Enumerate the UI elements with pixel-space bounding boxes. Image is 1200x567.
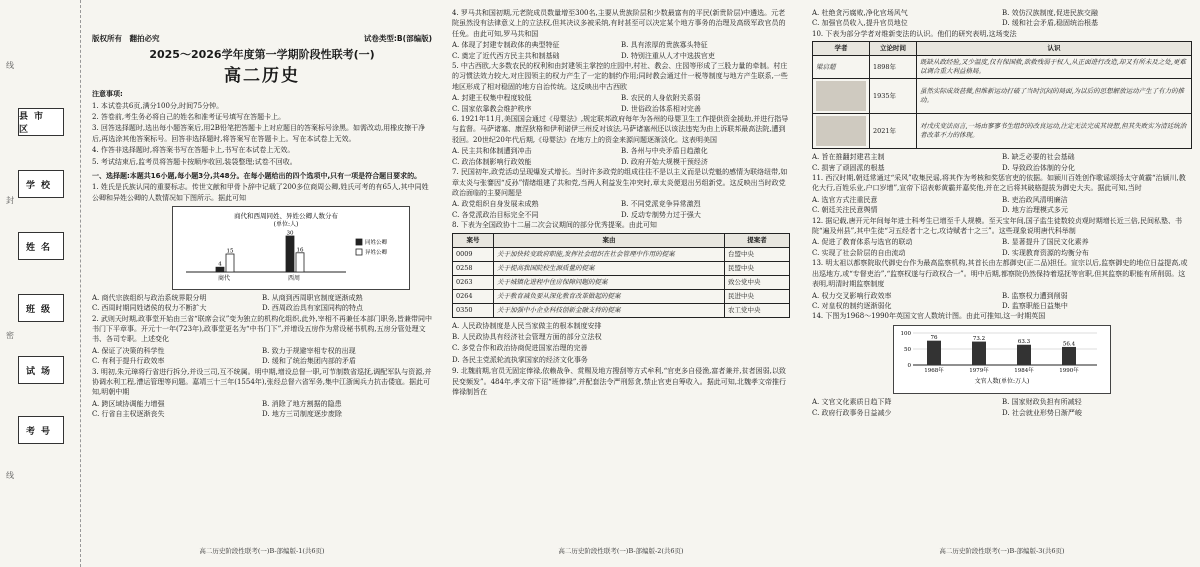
option[interactable]: A. 保证了决策的科学性 <box>92 346 165 355</box>
option[interactable]: B. 效仿汉族制度,促进民族交融 <box>1002 9 1098 17</box>
page-header <box>92 34 432 44</box>
table-cell: 台盟中央 <box>725 247 790 261</box>
bar-同姓公卿 <box>216 267 224 272</box>
option[interactable]: D. 缓和了统治集团内部的矛盾 <box>262 357 356 366</box>
x-tick-label: 1990年 <box>1059 367 1079 374</box>
option[interactable]: D. 监察职能日益集中 <box>1002 301 1068 310</box>
option[interactable]: C. 政府行政事务日益减少 <box>812 408 892 417</box>
table-header: 案号 <box>453 233 494 247</box>
subject-title: 高二历史 <box>224 65 300 86</box>
option[interactable]: C. 损害了顽固派的根基 <box>812 163 885 172</box>
table-cell: 关于城镇化进程中住房保障问题的提案 <box>494 275 725 289</box>
option[interactable]: D. 世俗政治体系相对完善 <box>621 104 701 113</box>
binding-margin <box>0 0 81 567</box>
option[interactable]: C. 有利于提升行政效率 <box>92 357 165 366</box>
table-cell <box>813 79 870 114</box>
option[interactable]: D. 导致政治体制的分化 <box>1002 163 1075 172</box>
option[interactable]: B. 监察权力遭到削弱 <box>1002 291 1068 300</box>
option[interactable]: D. 西周政治具有家国同构的特点 <box>262 304 363 313</box>
proposal-table <box>452 233 790 318</box>
data-label: 73.2 <box>972 335 986 342</box>
question-stem: 8. 下表为全国政协十二届二次会议期间的部分优秀提案。由此可知 <box>452 221 657 230</box>
question-stem: 2. 武则天时期,政事堂开始由三省“联席会议”变为独立的机构化组织,此外,宰相不再兼任本部门职务,皆兼带同中书门下平章事。开元十一年(723年),政事堂更名为“中书门下”,并增设五房作为常设秘书机构,五房分管处理文书、各司专职。上述变化 <box>92 314 432 344</box>
table-row <box>813 114 1192 149</box>
table-cell: 农工党中央 <box>725 303 790 317</box>
option[interactable]: C. 实现了社会阶层的自由流动 <box>812 248 906 257</box>
table-row <box>453 261 790 275</box>
table-cell: 2021年 <box>870 114 917 149</box>
table-cell: 0258 <box>453 261 494 275</box>
bar-同姓公卿 <box>286 236 294 272</box>
x-tick-label: 1984年 <box>1014 367 1034 374</box>
option[interactable]: D. 地方三司制度逐步废除 <box>262 410 342 419</box>
y-tick-label: 0 <box>907 362 911 369</box>
scholar-table <box>812 41 1192 149</box>
option[interactable]: D. 政府开始大规模干预经济 <box>621 157 708 166</box>
page-1 <box>92 8 432 560</box>
option[interactable]: C. 行省自主权逐渐丧失 <box>92 410 165 419</box>
page-footer: 高二历史阶段性联考(一)B-部编版-1(共6页) <box>199 546 325 555</box>
option[interactable]: C. 朝廷关注民意舆情 <box>812 206 878 215</box>
table-cell: 0350 <box>453 303 494 317</box>
table-row <box>453 303 790 317</box>
field-exam-number[interactable]: 考号 <box>18 416 64 444</box>
legend-label: 异姓公卿 <box>365 250 388 257</box>
table-row <box>453 275 790 289</box>
option[interactable]: A. 杜绝贪污腐败,净化官场风气 <box>812 9 908 17</box>
option[interactable]: D. 反动专制势力过于强大 <box>621 210 701 219</box>
option[interactable]: A. 体现了封建专制政体的典型特征 <box>452 41 560 50</box>
table-cell: 既缺从政经验,又少温度,仅有保国救,欲救残弱于权人,从正面进行改造,却又有所未及之处,更难以调合重大利益格局。 <box>917 56 1192 79</box>
cut-mark: 封 <box>6 196 14 205</box>
option[interactable]: B. 农民的人身依附关系弱 <box>621 94 701 103</box>
question-stem: 4. 罗马共和国初期,元老院成员数量增至300名,主要从贵族阶层和少数最富有的平民(新贵阶层)中遴选。元老院虽然没有法律意义上的立法权,但其决议多被采纳,有时甚至可以决定某个地方事务的治理及高级军政官员的任免。由此可知,罗马共和国 <box>452 9 786 38</box>
option[interactable]: B. 吏治政风清明廉洁 <box>1002 195 1068 204</box>
y-tick-label: 50 <box>904 346 911 353</box>
option[interactable]: D. 社会就业形势日渐严峻 <box>1002 408 1082 417</box>
scholar-photo <box>816 116 866 146</box>
option[interactable]: C. 多党合作和政治协商促进国家治理的完善 <box>452 344 588 353</box>
option[interactable]: D. 实现教育资源的均衡分布 <box>1002 248 1089 257</box>
option[interactable]: B. 消除了地方割据的隐患 <box>262 399 342 408</box>
table-cell: 致公党中央 <box>725 275 790 289</box>
data-label: 4 <box>218 261 222 268</box>
table-header: 立论时间 <box>870 42 917 56</box>
table-row <box>813 56 1192 79</box>
section-title: 一、选择题:本题共16小题,每小题3分,共48分。在每小题给出的四个选项中,只有一项是符合题目要求的。 <box>92 172 422 181</box>
table-cell <box>813 114 870 149</box>
table-cell: 1898年 <box>870 56 917 79</box>
question-stem: 12. 据记载,唐开元年间每年进士科考生已增至千人规模。至天宝年间,国子监生徒数较贞观时期增长近三倍,民间私塾、书院“遍及州县”,其中生徒“习五经者十之七,攻诗赋者十之三”。这些现象说明唐代科举制 <box>812 216 1183 236</box>
field-room[interactable]: 试场 <box>18 356 64 384</box>
table-cell: 关于加强中小企业科技创新金融支持的提案 <box>494 303 725 317</box>
note-item: 2. 答卷前,考生务必将自己的姓名和准考证号填写在答题卡上。 <box>92 113 286 122</box>
option[interactable]: A. 人民政协制度是人民当家做主的根本制度安排 <box>452 321 602 330</box>
page-footer: 高二历史阶段性联考(一)B-部编版-2(共6页) <box>558 546 684 555</box>
bar <box>1017 344 1031 364</box>
cut-mark: 线 <box>6 61 14 70</box>
exam-title: 2025～2026学年度第一学期阶段性联考(一) <box>149 48 375 62</box>
question-stem: 11. 西汉时期,朝廷常通过“采风”收集民谣,将其作为考核和奖惩官吏的依据。如颍川百姓创作歌谣颂扬太守黄霸“治颍川,教化大行,百姓乐业,户口岁增”,宣帝下诏表彰黄霸并嘉奖他,并在之后将其破格提拔为御史大夫。据此可知,当时 <box>812 174 1186 193</box>
table-cell: 关于提高我国院校生源质量的提案 <box>494 261 725 275</box>
note-item: 4. 作答非选择题时,将答案书写在答题卡上,书写在本试卷上无效。 <box>92 146 295 155</box>
chart-2 <box>893 325 1111 394</box>
option[interactable]: B. 从商到西周职官制度逐渐成熟 <box>262 293 363 302</box>
option[interactable]: C. 加强官员收入,提升官员地位 <box>812 19 908 28</box>
table-cell: 虽然实际成效甚微,但维新运动打破了当时沉闷的局面,为以后的思想解放运动产生了有力的推动。 <box>917 79 1192 114</box>
option[interactable]: B. 各州与中央矛盾日趋激化 <box>621 147 708 156</box>
question-stem: 14. 下图为1968～1990年英国文官人数统计图。由此可推知,这一时期英国 <box>812 312 1046 321</box>
question-stem: 7. 民国初年,政党活动呈现爆发式增长。当时许多政党的组成往往不是以主义而是以党魁的感情为联络纽带,如章太炎与张謇因“反孙”情绪组建了共和党,当两人利益发生冲突时,章太炎便退出另组新党。这反映出当时政党政治面临的主要问题是 <box>452 168 788 197</box>
option[interactable]: A. 跨区域协调能力增强 <box>92 399 165 408</box>
data-label: 30 <box>286 230 294 237</box>
copyright: 版权所有 翻拍必究 <box>92 34 160 43</box>
x-tick-label: 1968年 <box>924 367 944 374</box>
option[interactable]: B. 致力于规避宰相专权的出现 <box>262 346 356 355</box>
table-cell: 民进中央 <box>725 289 790 303</box>
chart-1 <box>172 206 410 289</box>
question-stem: 13. 明太祖以都察院取代御史台作为最高监察机构,其首长由左都御史(正二品)担任。宣宗以后,监察御史的地位日益提高,或出巡地方,或“专督吏治”,“监察权遂与行政权合一”。明中后期,都察院仍然保持着巡抚等官职,但其监察的职能有所削弱。这表明,明清时期监察制度 <box>812 259 1188 289</box>
option[interactable]: A. 封建王权集中程度较低 <box>452 94 532 103</box>
question-stem: 10. 下表为部分学者对维新变法的认识。他们的研究表明,这场变法 <box>812 29 1017 38</box>
legend-swatch <box>356 249 362 255</box>
option[interactable]: A. 文官文化素质日趋下降 <box>812 398 892 407</box>
table-cell: 梁启超 <box>813 56 870 79</box>
option[interactable]: D. 特别注重从人才中选拔官吏 <box>621 51 715 60</box>
bar <box>927 340 941 364</box>
option[interactable]: A. 促进了教育体系与选官的联动 <box>812 238 913 247</box>
bar-异姓公卿 <box>296 253 304 272</box>
option[interactable]: D. 地方治理模式多元 <box>1002 206 1068 215</box>
notes-title: 注意事项: <box>92 90 123 99</box>
field-county[interactable]: 县市区 <box>18 108 64 136</box>
bar-异姓公卿 <box>226 254 234 272</box>
option[interactable]: B. 缺乏必要的社会基础 <box>1002 153 1075 162</box>
table-row <box>453 247 790 261</box>
option[interactable]: A. 权力交叉影响行政效率 <box>812 291 892 300</box>
field-school[interactable]: 学校 <box>18 170 64 198</box>
option[interactable]: C. 国家依靠教会维护秩序 <box>452 104 532 113</box>
cut-mark: 线 <box>6 471 14 480</box>
option[interactable]: B. 不同党派竞争异常激烈 <box>621 200 701 209</box>
question-stem: 1. 姓氏是氏族认同的重要标志。传世文献和甲骨卜辞中记载了200多位商周公卿,姓氏可考的有65人,其中同姓公卿和异姓公卿的人数情况如下图所示。据此可知 <box>92 183 429 202</box>
scholar-photo <box>816 81 866 111</box>
table-cell: 对戊戌变法而言,一场由寥寥书生组织的改良运动,注定无法完成其设想,但其失败实为清廷统治者改革不力的体现。 <box>917 114 1192 149</box>
chart-title: 文官人数(单位:万人) <box>974 377 1030 385</box>
bar <box>972 341 986 364</box>
question-stem: 5. 中古西欧,大多数农民的权利和由封建领主掌控的庄园中,村社、教会、庄园等形成了三股力量的牵制。村庄的习惯法效力较大,对庄园领主的权力产生了一定的制约作用;同时教会通过什一税等制度与地方产生联系,一些地区形成了相对稳固的地方自治传统。这反映出中古西欧 <box>452 62 788 91</box>
bar <box>1062 347 1076 365</box>
y-tick-label: 100 <box>900 330 911 337</box>
data-label: 76 <box>930 334 938 341</box>
table-header: 认识 <box>917 42 1192 56</box>
option[interactable]: C. 奠定了近代西方民主共和制基础 <box>452 51 560 60</box>
option[interactable]: C. 政治体制影响行政效能 <box>452 157 532 166</box>
table-cell: 0009 <box>453 247 494 261</box>
table-cell: 0264 <box>453 289 494 303</box>
chart-1-svg <box>176 210 406 282</box>
option[interactable]: A. 政党组织自身发展未成熟 <box>452 200 539 209</box>
data-label: 56.4 <box>1062 341 1076 348</box>
question-stem: 6. 1921年11月,美国国会通过《母婴法》,规定联邦政府每年为各州的母婴卫生工作提供资金援助,并进行指导与监督。马萨诸塞、康涅狄格和伊利诺伊三州反对该法,马萨诸塞州还以该法违宪为由上诉联邦最高法院,遭到驳回。20世纪20年代后期,《母婴法》在地方上的资金来源问题逐渐淡化。这表明美国 <box>452 115 789 144</box>
x-tick-label: 西周 <box>287 275 301 283</box>
page-2 <box>452 8 790 560</box>
option[interactable]: C. 西周时期同姓诸侯的权力不断扩大 <box>92 304 207 313</box>
table-cell: 1935年 <box>870 79 917 114</box>
question-stem: 3. 明初,朱元璋将行省进行拆分,并设三司,互不统属。明中期,增设总督一职,可节制数省巡抚,调配军队与资源,并协调水利工程,漕运管理等问题。嘉靖三十三年(1554年),张经总督六省军务,集中江浙闽兵力抗击倭寇。据此可知,明朝中期 <box>92 367 432 397</box>
option[interactable]: D. 各民主党派轮流执掌国家的经济文化事务 <box>452 355 588 364</box>
legend-label: 同姓公卿 <box>365 240 388 247</box>
option[interactable]: A. 民主共和体制遭到冲击 <box>452 147 532 156</box>
chart-subtitle: (单位:人) <box>273 221 299 229</box>
note-item: 3. 回答选择题时,选出每小题答案后,用2B铅笔把答题卡上对应题目的答案标号涂黑。如需改动,用橡皮擦干净后,再选涂其他答案标号。回答非选择题时,将答案写在答题卡上。写在本试卷上无效。 <box>92 124 426 143</box>
field-class[interactable]: 班级 <box>18 294 64 322</box>
option[interactable]: A. 旨在推翻封建君主制 <box>812 153 885 162</box>
page-footer: 高二历史阶段性联考(一)B-部编版-3(共6页) <box>939 546 1065 555</box>
table-row <box>453 289 790 303</box>
field-name[interactable]: 姓名 <box>18 232 64 260</box>
x-tick-label: 商代 <box>217 275 231 283</box>
table-header: 提案者 <box>725 233 790 247</box>
option[interactable]: B. 人民政协具有经济社会管理方面的部分立法权 <box>452 332 602 341</box>
option[interactable]: B. 国家财政负担有所减轻 <box>1002 398 1082 407</box>
option[interactable]: B. 具有浓厚的贵族寡头特征 <box>621 41 708 50</box>
table-row <box>813 79 1192 114</box>
cut-mark: 密 <box>6 331 14 340</box>
legend-swatch <box>356 239 362 245</box>
option[interactable]: D. 缓和社会矛盾,稳固统治根基 <box>1002 19 1099 28</box>
paper-type: 试卷类型:B(部编版) <box>363 34 432 43</box>
option[interactable]: A. 商代宗族组织与政治系统界限分明 <box>92 293 207 302</box>
note-item: 5. 考试结束后,监考员将答题卡按顺序收回,装袋整理;试卷不回收。 <box>92 157 297 166</box>
chart-title: 商代和西周同姓、异姓公卿人数分布 <box>234 212 338 221</box>
page-3 <box>812 8 1192 560</box>
table-header: 案由 <box>494 233 725 247</box>
option[interactable]: A. 选官方式注重民意 <box>812 195 878 204</box>
table-cell: 关于加快转变政府职能,发挥社会组织在社会管理中作用的提案 <box>494 247 725 261</box>
x-tick-label: 1979年 <box>969 367 989 374</box>
chart-2-svg <box>897 329 1107 387</box>
table-cell: 民盟中央 <box>725 261 790 275</box>
data-label: 63.3 <box>1017 338 1031 345</box>
table-cell: 关于教育减负要从深化教育改革做起的提案 <box>494 289 725 303</box>
option[interactable]: C. 各党派政治目标完全不同 <box>452 210 539 219</box>
data-label: 16 <box>296 247 304 254</box>
table-cell: 0263 <box>453 275 494 289</box>
option[interactable]: B. 显著提升了国民文化素养 <box>1002 238 1089 247</box>
note-item: 1. 本试卷共6页,满分100分,时间75分钟。 <box>92 101 224 110</box>
table-header: 学者 <box>813 42 870 56</box>
option[interactable]: C. 对皇权的制约逐渐弱化 <box>812 301 892 310</box>
data-label: 15 <box>226 248 234 255</box>
question-stem: 9. 北魏前期,官员无固定俸禄,依赖战争、赏赐及地方搜刮等方式牟利,“官吏多自侵渔,富者兼并,贫者困弱,以致民变频发”。484年,孝文帝下诏“班俸禄”,并配套法令严刑惩贪,禁止官吏自筹收入。据此可知,北魏孝文帝推行俸禄制旨在 <box>452 367 786 396</box>
